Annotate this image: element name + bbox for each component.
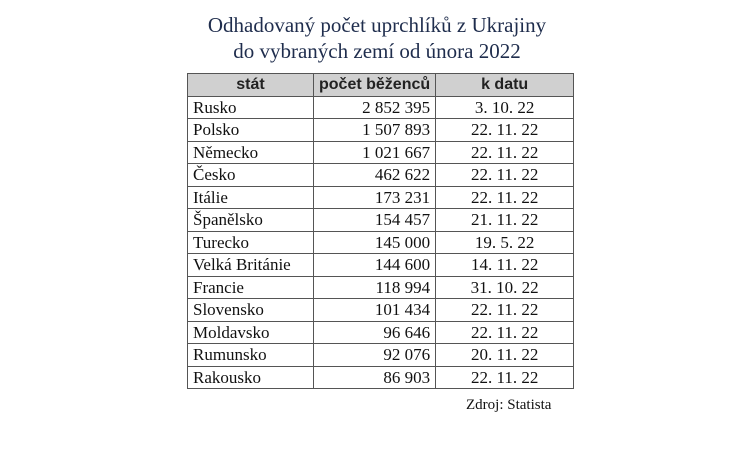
count-cell: 118 994 bbox=[314, 276, 436, 299]
table-row bbox=[188, 141, 574, 164]
date-cell: 19. 5. 22 bbox=[436, 231, 574, 254]
table-row bbox=[188, 96, 574, 119]
country-cell: Velká Británie bbox=[188, 254, 314, 277]
country-cell: Rusko bbox=[188, 96, 314, 119]
date-cell: 22. 11. 22 bbox=[436, 321, 574, 344]
table-row bbox=[188, 321, 574, 344]
country-cell: Slovensko bbox=[188, 299, 314, 322]
country-cell: Německo bbox=[188, 141, 314, 164]
count-cell: 173 231 bbox=[314, 186, 436, 209]
date-cell: 22. 11. 22 bbox=[436, 141, 574, 164]
date-cell: 22. 11. 22 bbox=[436, 186, 574, 209]
header-count: počet běženců bbox=[314, 74, 436, 97]
date-cell: 22. 11. 22 bbox=[436, 119, 574, 142]
table-row bbox=[188, 276, 574, 299]
table-row bbox=[188, 119, 574, 142]
header-row bbox=[188, 74, 574, 97]
count-cell: 154 457 bbox=[314, 209, 436, 232]
date-cell: 14. 11. 22 bbox=[436, 254, 574, 277]
table-row bbox=[188, 186, 574, 209]
refugee-table bbox=[187, 73, 574, 389]
count-cell: 96 646 bbox=[314, 321, 436, 344]
count-cell: 101 434 bbox=[314, 299, 436, 322]
table-title bbox=[0, 12, 754, 64]
table-row bbox=[188, 164, 574, 187]
country-cell: Rakousko bbox=[188, 366, 314, 389]
count-cell: 145 000 bbox=[314, 231, 436, 254]
count-cell: 144 600 bbox=[314, 254, 436, 277]
date-cell: 22. 11. 22 bbox=[436, 164, 574, 187]
country-cell: Španělsko bbox=[188, 209, 314, 232]
table-row bbox=[188, 344, 574, 367]
count-cell: 92 076 bbox=[314, 344, 436, 367]
date-cell: 31. 10. 22 bbox=[436, 276, 574, 299]
title-line-1: Odhadovaný počet uprchlíků z Ukrajiny bbox=[207, 13, 547, 37]
table-row bbox=[188, 209, 574, 232]
count-cell: 2 852 395 bbox=[314, 96, 436, 119]
country-cell: Turecko bbox=[188, 231, 314, 254]
country-cell: Moldavsko bbox=[188, 321, 314, 344]
country-cell: Rumunsko bbox=[188, 344, 314, 367]
header-country: stát bbox=[188, 74, 314, 97]
count-cell: 1 507 893 bbox=[314, 119, 436, 142]
count-cell: 1 021 667 bbox=[314, 141, 436, 164]
country-cell: Česko bbox=[188, 164, 314, 187]
date-cell: 22. 11. 22 bbox=[436, 299, 574, 322]
title-line-2: do vybraných zemí od února 2022 bbox=[233, 39, 521, 63]
date-cell: 20. 11. 22 bbox=[436, 344, 574, 367]
table-row bbox=[188, 231, 574, 254]
count-cell: 86 903 bbox=[314, 366, 436, 389]
source-note: Zdroj: Statista bbox=[466, 397, 552, 413]
table-row bbox=[188, 254, 574, 277]
header-date: k datu bbox=[436, 74, 574, 97]
table-body bbox=[188, 96, 574, 389]
country-cell: Itálie bbox=[188, 186, 314, 209]
date-cell: 3. 10. 22 bbox=[436, 96, 574, 119]
country-cell: Polsko bbox=[188, 119, 314, 142]
country-cell: Francie bbox=[188, 276, 314, 299]
table-row bbox=[188, 299, 574, 322]
date-cell: 22. 11. 22 bbox=[436, 366, 574, 389]
table-row bbox=[188, 366, 574, 389]
count-cell: 462 622 bbox=[314, 164, 436, 187]
date-cell: 21. 11. 22 bbox=[436, 209, 574, 232]
